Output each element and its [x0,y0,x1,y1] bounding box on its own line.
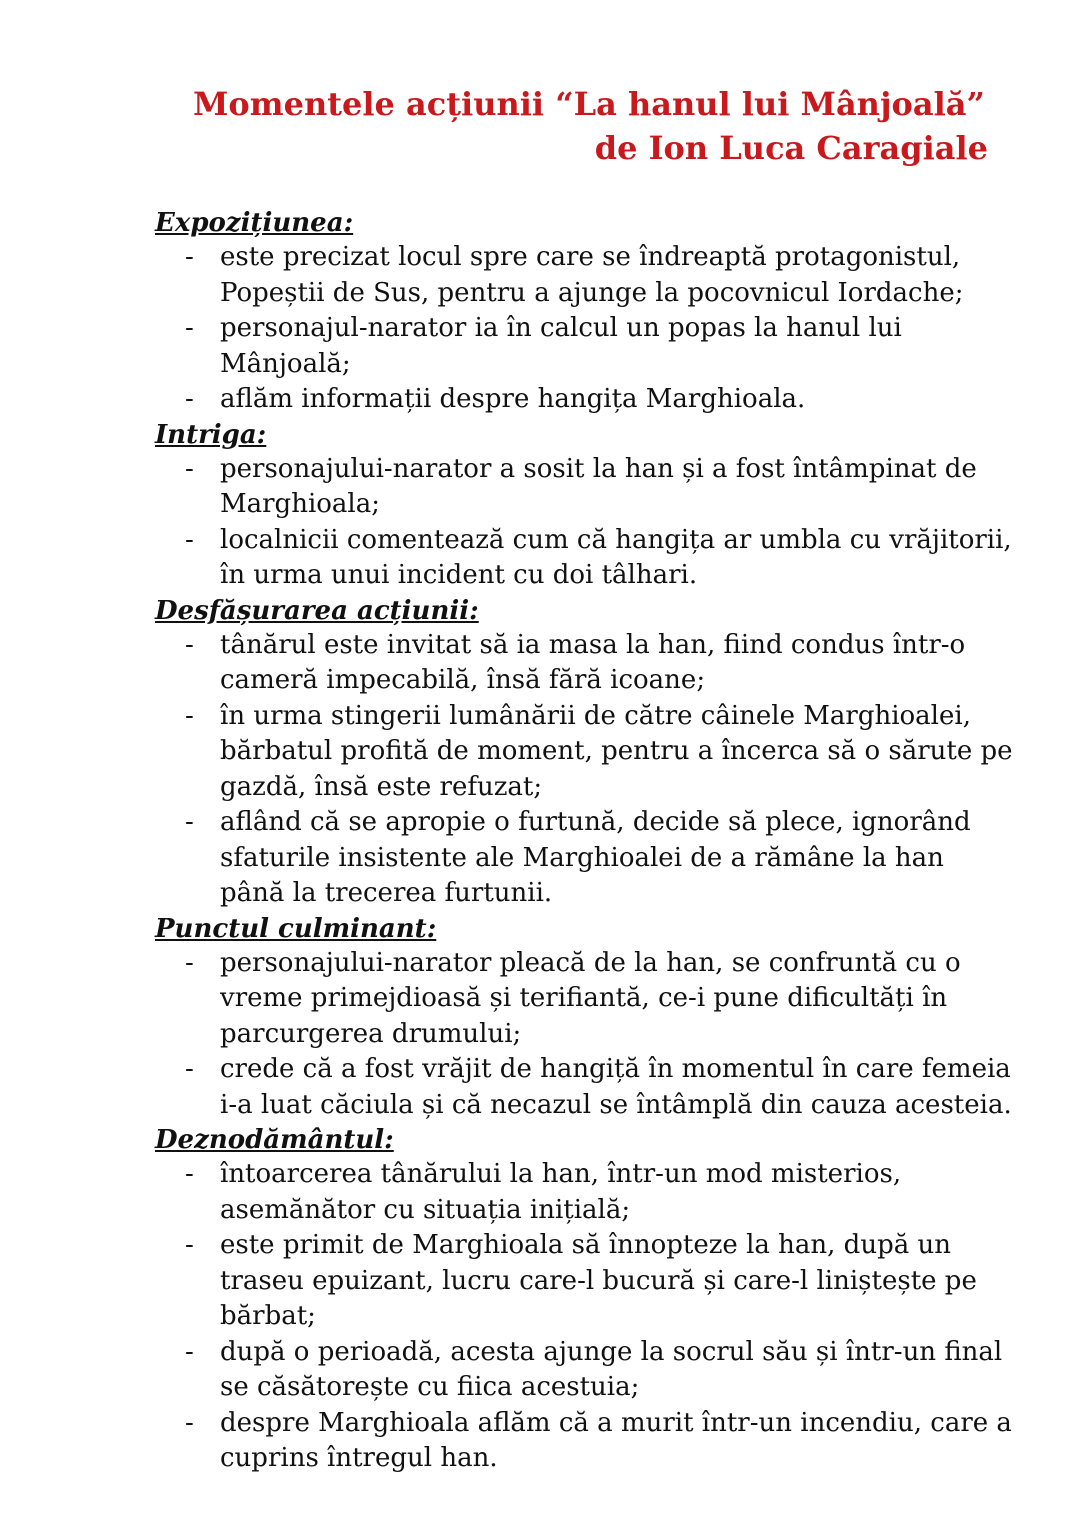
list-item-text: în urma stingerii lumânării de către câinele Marghioalei, bărbatul profită de moment, pentru a încerca să o sărute pe gazdă, însă este refuzat; [220,700,1013,802]
section-heading: Punctul culminant: [155,913,437,944]
list-item [155,628,1015,699]
list-item [155,1052,1015,1123]
list-item-text: întoarcerea tânărului la han, într-un mod misterios, asemănător cu situația inițială; [220,1159,902,1225]
list-item-text: crede că a fost vrăjit de hangiță în momentul în care femeia i-a luat căciula și că necazul se întâmplă din cauza acesteia. [220,1054,1012,1120]
bullet-dash: - [185,313,194,343]
list-item-text: localnicii comentează cum că hangița ar umbla cu vrăjitorii, în urma unui incident cu doi tâlhari. [220,524,1012,590]
section-expozitiunea [155,206,1015,418]
bullet-dash: - [185,242,194,272]
bullet-dash: - [185,807,194,837]
list-item [155,1335,1015,1406]
bullet-dash: - [185,1407,194,1438]
list-item-text: personajului-narator pleacă de la han, se confruntă cu o vreme primejdioasă și terifiantă, ce-i pune dificultăți în parcurgerea drumului; [220,947,961,1049]
section-heading: Deznodământul: [155,1125,394,1155]
list-item-text: după o perioadă, acesta ajunge la socrul său și într-un final se căsătorește cu fiica acestuia; [220,1336,1003,1402]
list-item [155,452,1015,523]
document-subtitle-author: de Ion Luca Caragiale [594,129,988,167]
bullet-dash: - [185,700,194,731]
list-item-text: este primit de Marghioala să înnopteze la han, după un traseu epuizant, lucru care-l bucură și care-l liniștește pe bărbat; [220,1230,977,1331]
bullet-dash: - [185,1230,194,1260]
list-item-text: aflăm informații despre hangița Marghioala. [220,384,806,414]
section-intriga [155,418,1015,594]
list-item [155,1157,1015,1228]
list-item [155,946,1015,1053]
section-list [155,240,1015,418]
list-item [155,523,1015,594]
section-heading: Expozițiunea: [155,208,354,238]
bullet-dash: - [185,947,194,978]
list-item [155,699,1015,806]
section-desfasurarea-actiunii [155,594,1015,912]
list-item-text: personajul-narator ia în calcul un popas la hanul lui Mânjoală; [220,313,902,379]
section-punctul-culminant [155,912,1015,1124]
list-item [155,805,1015,912]
list-item-text: tânărul este invitat să ia masa la han, fiind condus într-o cameră impecabilă, însă fără icoane; [220,629,966,695]
bullet-dash: - [185,524,194,555]
section-deznodamantul [155,1123,1015,1477]
bullet-dash: - [185,453,194,484]
section-list [155,628,1015,912]
bullet-dash: - [185,1054,194,1084]
section-list [155,452,1015,594]
bullet-dash: - [185,1159,194,1189]
section-heading: Desfășurarea acțiunii: [155,595,479,626]
list-item-text: despre Marghioala aflăm că a murit într-un incendiu, care a cuprins întregul han. [220,1407,1012,1473]
list-item [155,240,1015,311]
list-item [155,1406,1015,1477]
list-item-text: aflând că se apropie o furtună, decide să plece, ignorând sfaturile insistente ale Marghioalei de a rămâne la han până la trecerea furtunii. [220,807,971,908]
list-item [155,1228,1015,1335]
bullet-dash: - [185,1336,194,1367]
sections-container [155,206,1015,1477]
section-list [155,946,1015,1124]
list-item-text: este precizat locul spre care se îndreaptă protagonistul, Popeștii de Sus, pentru a ajunge la pocovnicul Iordache; [220,242,964,308]
list-item [155,382,1015,418]
section-list [155,1157,1015,1477]
section-heading: Intriga: [155,419,267,450]
bullet-dash: - [185,384,194,414]
list-item [155,311,1015,382]
list-item-text: personajului-narator a sosit la han și a fost întâmpinat de Marghioala; [220,453,977,519]
bullet-dash: - [185,629,194,660]
document-title: Momentele acțiunii “La hanul lui Mânjoală” [193,85,985,123]
